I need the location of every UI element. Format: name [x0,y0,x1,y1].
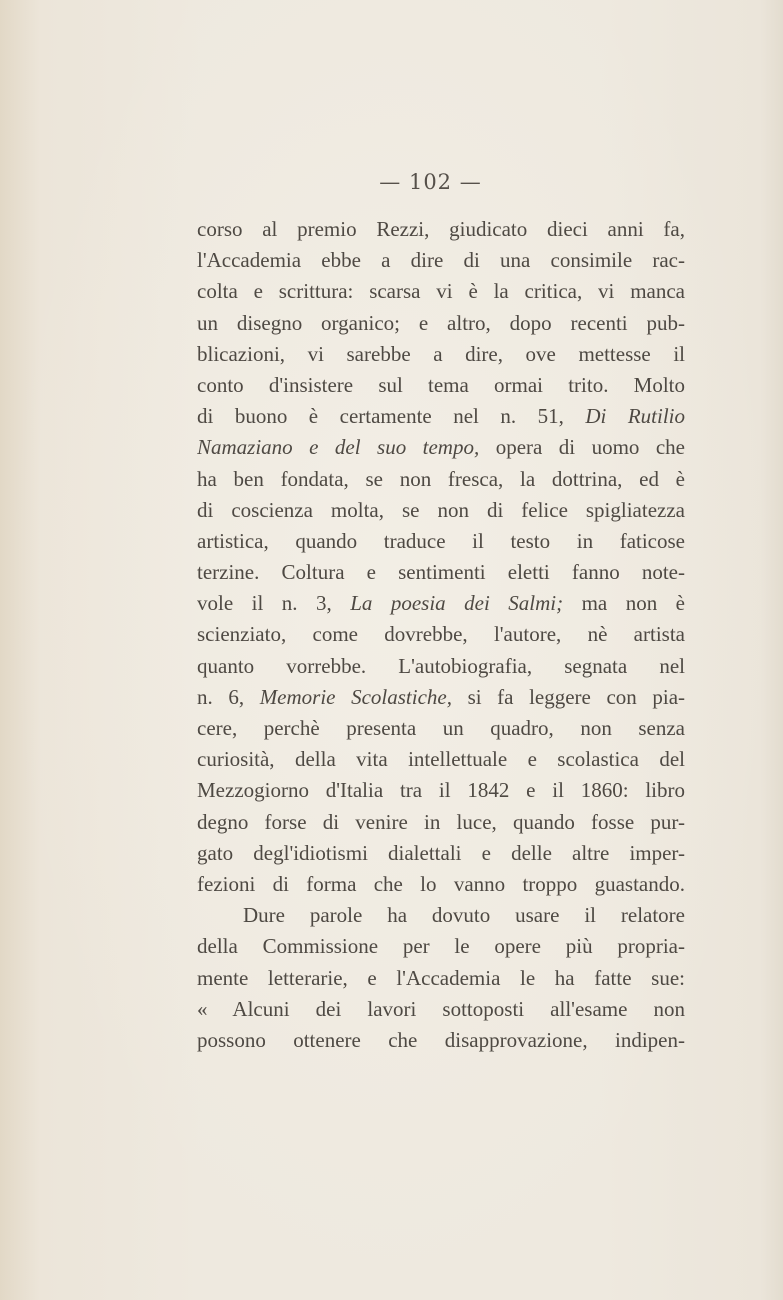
text-line [197,432,685,463]
text-line: « Alcuni dei lavori sottoposti all'esame non [197,996,685,1021]
italic-title: Di Rutilio [585,404,685,429]
text-line: terzine. Coltura e sentimenti eletti fanno note- [197,560,685,585]
text-line: artistica, quando traduce il testo in faticose [197,528,685,553]
text-line: fezioni di forma che lo vanno troppo guastando. [197,871,685,896]
text-line: Dure parole ha dovuto usare il relatore [243,903,685,928]
italic-title: La poesia dei Salmi; [350,591,564,616]
text-line: blicazioni, vi sarebbe a dire, ove mettesse il [197,341,685,366]
text-line: l'Accademia ebbe a dire di una consimile rac- [197,248,685,273]
text-span: n. 6, [197,684,245,709]
text-line: conto d'insistere sul tema ormai trito. Molto [197,372,685,397]
italic-title: Namaziano e del suo tempo, [197,435,480,460]
text-line: Mezzogiorno d'Italia tra il 1842 e il 1860: libro [197,778,685,803]
italic-title: Memorie Scolastiche, [259,684,452,709]
page-number: — 102 — [379,170,482,194]
text-line: possono ottenere che disapprovazione, indipen- [197,1027,685,1052]
text-span: si fa leggere con pia- [467,684,685,709]
text-line [197,401,685,432]
text-span: di buono è certamente nel n. 51, [197,404,564,429]
text-line: scienziato, come dovrebbe, l'autore, nè artista [197,622,685,647]
text-line: colta e scrittura: scarsa vi è la critica, vi manca [197,279,685,304]
text-span: opera di uomo che [495,435,685,460]
text-line: quanto vorrebbe. L'autobiografia, segnata nel [197,653,685,678]
text-line: degno forse di venire in luce, quando fosse pur- [197,809,685,834]
text-line [197,588,685,619]
text-line: un disegno organico; e altro, dopo recenti pub- [197,310,685,335]
text-line: della Commissione per le opere più propria- [197,934,685,959]
text-line: gato degl'idiotismi dialettali e delle altre imper- [197,840,685,865]
text-line: curiosità, della vita intellettuale e scolastica del [197,747,685,772]
text-span: vole il n. 3, [197,591,332,616]
body-text [197,214,685,1056]
text-line: mente letterarie, e l'Accademia le ha fatte sue: [197,965,685,990]
text-span: ma non è [581,591,685,616]
text-line: corso al premio Rezzi, giudicato dieci anni fa, [197,217,685,241]
text-line: di coscienza molta, se non di felice spigliatezza [197,497,685,522]
text-line [197,682,685,713]
text-line: ha ben fondata, se non fresca, la dottrina, ed è [197,466,685,491]
text-line: cere, perchè presenta un quadro, non senza [197,716,685,740]
